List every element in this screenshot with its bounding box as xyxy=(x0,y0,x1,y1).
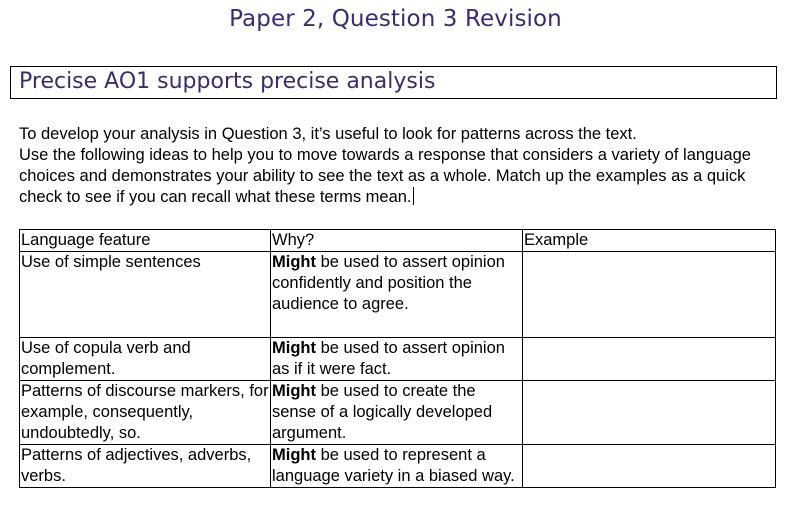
example-cell[interactable] xyxy=(523,445,776,488)
intro-paragraph-2 xyxy=(19,145,779,208)
table-header-row xyxy=(20,230,776,252)
why-bold: Might xyxy=(272,382,316,400)
document-title: Paper 2, Question 3 Revision xyxy=(229,6,562,32)
why-bold: Might xyxy=(272,446,316,464)
why-text: be used to assert opinion confidently and position the audience to agree. xyxy=(272,253,505,313)
feature-cell[interactable]: Patterns of adjectives, adverbs, verbs. xyxy=(20,445,271,488)
table-row xyxy=(20,381,776,445)
subtitle-heading: Precise AO1 supports precise analysis xyxy=(19,69,436,94)
why-bold: Might xyxy=(272,339,316,357)
header-example[interactable]: Example xyxy=(523,230,776,252)
example-cell[interactable] xyxy=(523,252,776,338)
why-text: be used to create the sense of a logically developed argument. xyxy=(272,382,493,442)
example-cell[interactable] xyxy=(523,338,776,381)
why-text: be used to assert opinion as if it were fact. xyxy=(272,339,505,378)
why-cell[interactable] xyxy=(271,252,523,338)
header-language-feature[interactable]: Language feature xyxy=(20,230,271,252)
header-why[interactable]: Why? xyxy=(271,230,523,252)
intro-text[interactable] xyxy=(19,124,779,208)
intro-paragraph-2-text: Use the following ideas to help you to move towards a response that considers a variety of language choices and demonstrates your ability to see the text as a whole. Match up the examples as a quick check to see if you can recall what these terms mean. xyxy=(19,146,751,206)
why-text: be used to represent a language variety in a biased way. xyxy=(272,446,515,485)
language-feature-table xyxy=(19,229,776,488)
feature-cell[interactable]: Use of simple sentences xyxy=(20,252,271,338)
why-bold: Might xyxy=(272,253,316,271)
text-cursor xyxy=(413,187,414,205)
intro-paragraph-1: To develop your analysis in Question 3, it’s useful to look for patterns across the text. xyxy=(19,125,637,143)
feature-cell[interactable]: Patterns of discourse markers, for example, consequently, undoubtedly, so. xyxy=(20,381,271,445)
example-cell[interactable] xyxy=(523,381,776,445)
table-row xyxy=(20,338,776,381)
subtitle-box xyxy=(10,66,777,99)
table-row xyxy=(20,252,776,338)
table-row xyxy=(20,445,776,488)
why-cell[interactable] xyxy=(271,381,523,445)
why-cell[interactable] xyxy=(271,445,523,488)
why-cell[interactable] xyxy=(271,338,523,381)
feature-cell[interactable]: Use of copula verb and complement. xyxy=(20,338,271,381)
